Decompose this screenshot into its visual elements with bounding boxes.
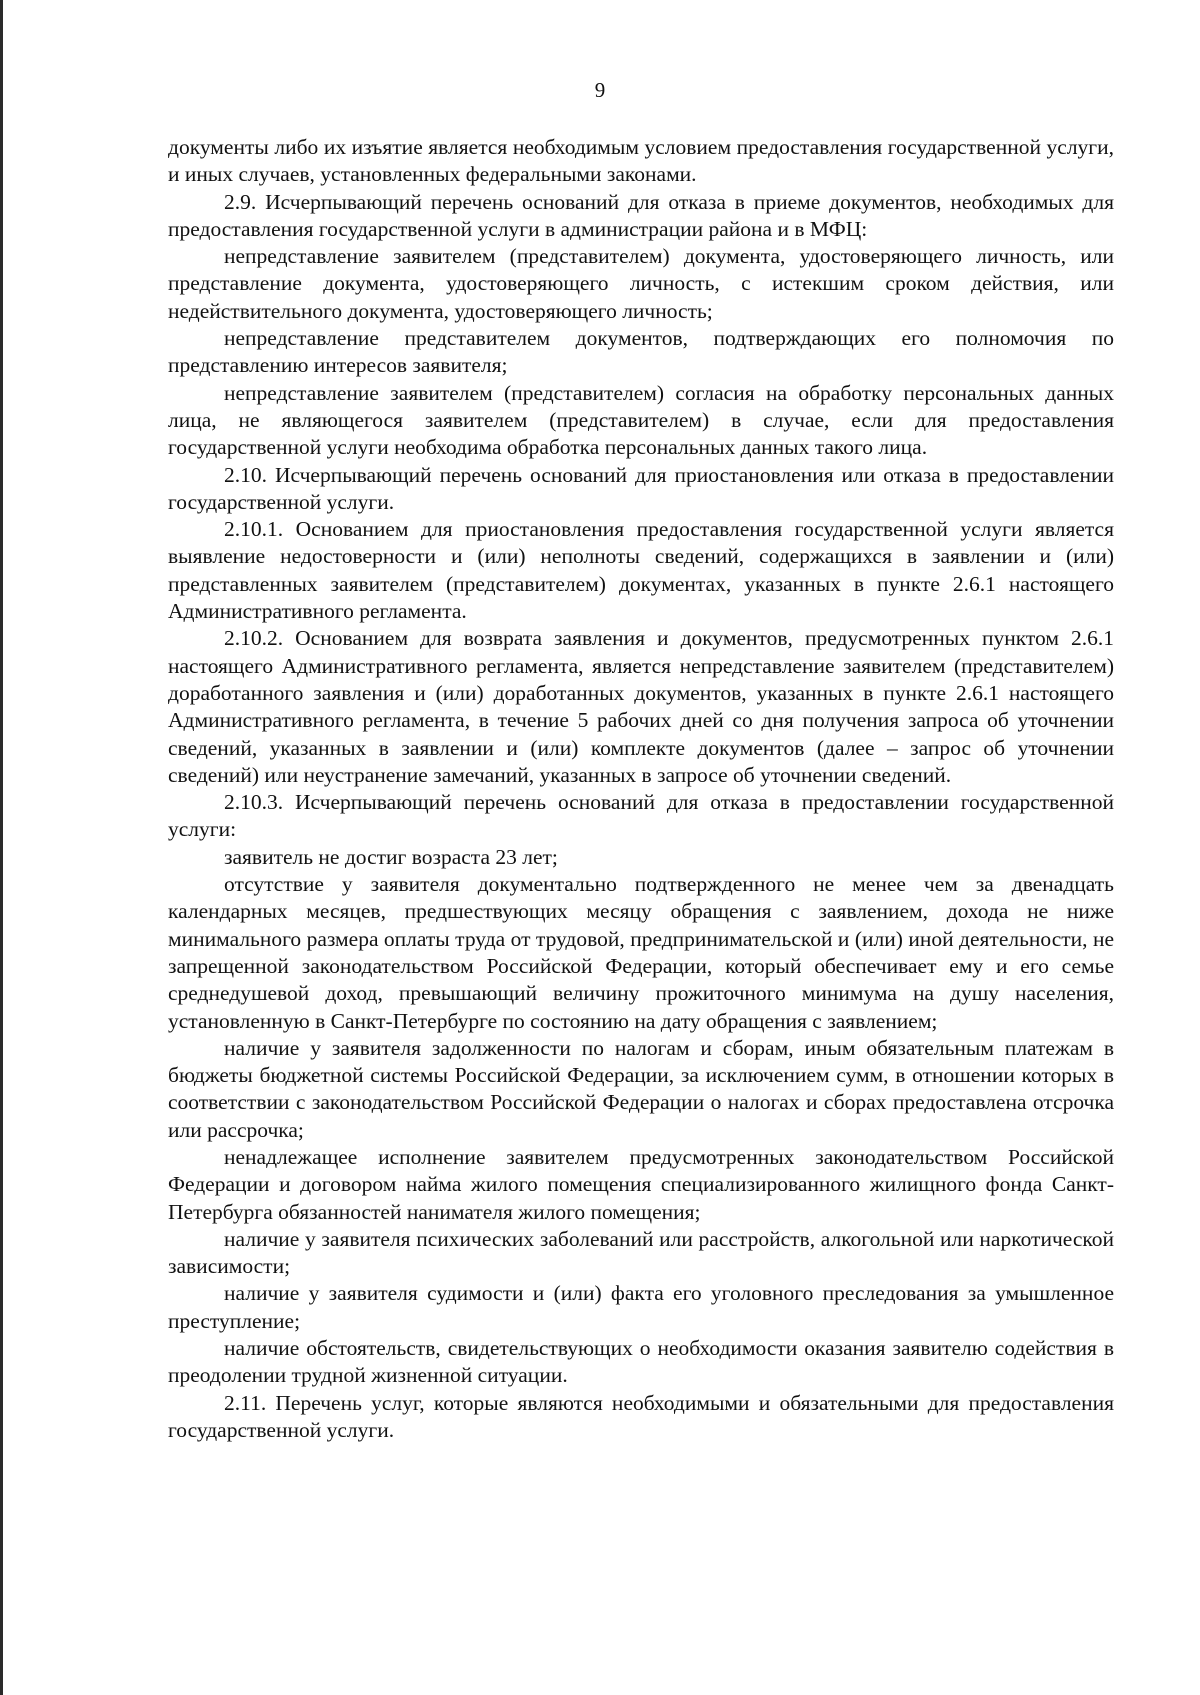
paragraph-2-9: 2.9. Исчерпывающий перечень оснований для отказа в приеме документов, необходимых для предоставления государственной услуги в администрации района и в МФЦ: xyxy=(168,189,1114,241)
list-item-personal-data-consent: непредставление заявителем (представителем) согласия на обработку персональных данных лица, не являющегося заявителем (представителем) в случае, если для предоставления государственной услуги необходима обработка персональных данных такого лица. xyxy=(168,380,1114,460)
list-item-hardship: наличие обстоятельств, свидетельствующих о необходимости оказания заявителю содействия в преодолении трудной жизненной ситуации. xyxy=(168,1336,1114,1388)
paragraph-2-10: 2.10. Исчерпывающий перечень оснований для приостановления или отказа в предоставлении государственной услуги. xyxy=(168,462,1114,514)
paragraph-2-10-3: 2.10.3. Исчерпывающий перечень оснований для отказа в предоставлении государственной услуги: xyxy=(168,790,1114,842)
page-number: 9 xyxy=(594,78,606,102)
paragraph-continuation: документы либо их изъятие является необходимым условием предоставления государственной услуги, и иных случаев, установленных федеральными законами. xyxy=(168,135,1114,187)
list-item-income: отсутствие у заявителя документально подтвержденного не менее чем за двенадцать календарных месяцев, предшествующих месяцу обращения с заявлением, дохода не ниже минимального размера оплаты труда от трудовой, предпринимательской и (или) иной деятельности, не запрещенной законодательством Российской Федерации, который обеспечивает ему и его семье среднедушевой доход, превышающий величину прожиточного минимума на душу населения, установленную в Санкт-Петербурге по состоянию на дату обращения с заявлением; xyxy=(168,872,1114,1033)
list-item-tax-debt: наличие у заявителя задолженности по налогам и сборам, иным обязательным платежам в бюджеты бюджетной системы Российской Федерации, за исключением сумм, в отношении которых в соответствии с законодательством Российской Федерации о налогах и сборах предоставлена отсрочка или рассрочка; xyxy=(168,1035,1114,1142)
list-item-age: заявитель не достиг возраста 23 лет; xyxy=(224,844,558,869)
list-item-representative-authority: непредставление представителем документов, подтверждающих его полномочия по представлению интересов заявителя; xyxy=(168,326,1114,378)
paragraph-2-10-2: 2.10.2. Основанием для возврата заявления и документов, предусмотренных пунктом 2.6.1 настоящего Административного регламента, является непредставление заявителем (представителем) доработанного заявления и (или) доработанных документов, указанных в пункте 2.6.1 настоящего Административного регламента, в течение 5 рабочих дней со дня получения запроса об уточнении сведений, указанных в заявлении и (или) комплекте документов (далее – запрос об уточнении сведений) или неустранение замечаний, указанных в запросе об уточнении сведений. xyxy=(168,626,1114,787)
list-item-identity-document: непредставление заявителем (представителем) документа, удостоверяющего личность, или представление документа, удостоверяющего личность, с истекшим сроком действия, или недействительного документа, удостоверяющего личность; xyxy=(168,244,1114,323)
list-item-criminal-record: наличие у заявителя судимости и (или) факта его уголовного преследования за умышленное преступление; xyxy=(168,1281,1114,1333)
paragraph-2-10-1: 2.10.1. Основанием для приостановления предоставления государственной услуги является выявление недостоверности и (или) неполноты сведений, содержащихся в заявлении и (или) представленных заявителем (представителем) документах, указанных в пункте 2.6.1 настоящего Административного регламента. xyxy=(168,517,1114,624)
list-item-mental-disorders: наличие у заявителя психических заболеваний или расстройств, алкогольной или наркотической зависимости; xyxy=(168,1226,1114,1279)
scan-edge xyxy=(0,0,3,1695)
paragraph-2-11: 2.11. Перечень услуг, которые являются необходимыми и обязательными для предоставления государственной услуги. xyxy=(168,1390,1114,1442)
document-body xyxy=(168,134,1114,1444)
list-item-improper-performance: ненадлежащее исполнение заявителем предусмотренных законодательством Российской Федерации и договором найма жилого помещения специализированного жилищного фонда Санкт-Петербурга обязанностей нанимателя жилого помещения; xyxy=(168,1144,1114,1224)
